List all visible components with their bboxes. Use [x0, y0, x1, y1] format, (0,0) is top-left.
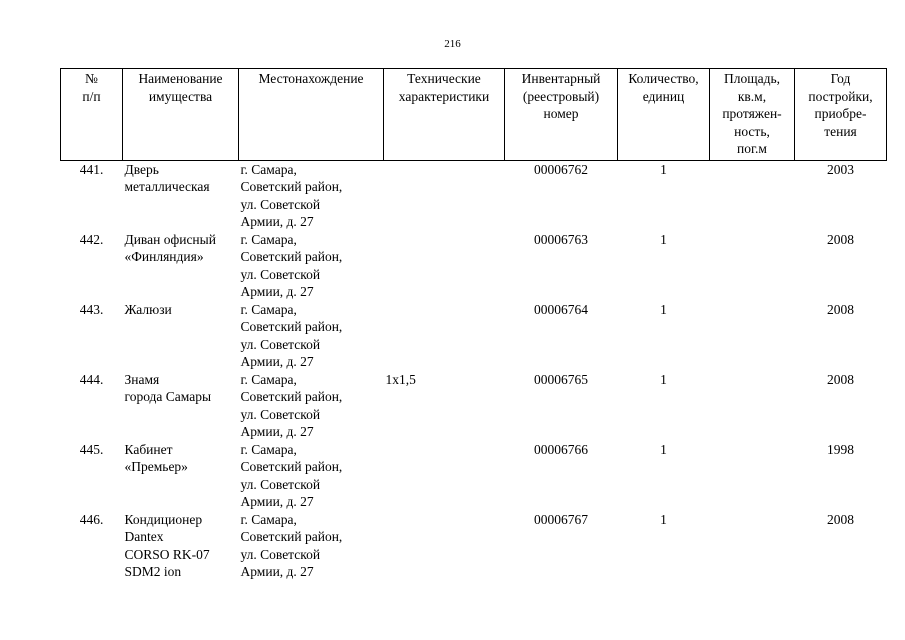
cell-name: Жалюзи — [124, 301, 172, 317]
cell-tech — [384, 511, 505, 581]
cell-location: г. Самара, Советский район, ул. Советской Армии, д. 27 — [240, 371, 343, 439]
header-quantity: Количество, единиц — [618, 69, 710, 161]
cell-inventory: 00006763 — [534, 231, 588, 247]
cell-location: г. Самара, Советский район, ул. Советской Армии, д. 27 — [240, 441, 343, 509]
header-area: Площадь, кв.м, протяжен- ность, пог.м — [710, 69, 795, 161]
table-row — [61, 371, 887, 441]
table-header-row — [61, 69, 887, 161]
cell-year: 2008 — [827, 371, 854, 387]
cell-quantity: 1 — [660, 371, 667, 387]
cell-area — [710, 511, 795, 581]
cell-num: 446. — [79, 511, 104, 527]
cell-year: 1998 — [827, 441, 854, 457]
header-inventory: Инвентарный (реестровый) номер — [505, 69, 618, 161]
cell-name: Знамя города Самары — [124, 371, 212, 404]
page-number: 216 — [444, 38, 461, 50]
cell-inventory: 00006765 — [534, 371, 588, 387]
cell-location: г. Самара, Советский район, ул. Советской Армии, д. 27 — [240, 511, 343, 579]
property-table — [60, 68, 887, 581]
cell-name: Кабинет «Премьер» — [124, 441, 188, 474]
cell-year: 2008 — [827, 231, 854, 247]
cell-tech — [384, 231, 505, 301]
cell-tech — [384, 301, 505, 371]
cell-num: 442. — [79, 231, 104, 247]
table-row — [61, 231, 887, 301]
header-tech: Технические характеристики — [384, 69, 505, 161]
cell-name: Кондиционер Dantex CORSO RK-07 SDM2 ion — [124, 511, 210, 579]
cell-area — [710, 371, 795, 441]
header-location: Местонахождение — [239, 69, 384, 161]
cell-location: г. Самара, Советский район, ул. Советской Армии, д. 27 — [240, 231, 343, 299]
cell-inventory: 00006767 — [534, 511, 588, 527]
cell-inventory: 00006762 — [534, 161, 588, 177]
header-name: Наименование имущества — [123, 69, 239, 161]
cell-area — [710, 161, 795, 231]
table-row — [61, 301, 887, 371]
cell-name: Диван офисный «Финляндия» — [124, 231, 216, 264]
header-year: Год постройки, приобре- тения — [795, 69, 887, 161]
table-row — [61, 511, 887, 581]
table-row — [61, 441, 887, 511]
cell-tech: 1х1,5 — [385, 371, 416, 387]
table-row — [61, 161, 887, 231]
cell-year: 2008 — [827, 301, 854, 317]
cell-num: 443. — [79, 301, 104, 317]
cell-year: 2008 — [827, 511, 854, 527]
cell-num: 445. — [79, 441, 104, 457]
cell-area — [710, 441, 795, 511]
cell-quantity: 1 — [660, 231, 667, 247]
cell-inventory: 00006764 — [534, 301, 588, 317]
cell-area — [710, 231, 795, 301]
cell-inventory: 00006766 — [534, 441, 588, 457]
cell-tech — [384, 161, 505, 231]
cell-name: Дверь металлическая — [124, 161, 210, 194]
cell-quantity: 1 — [660, 511, 667, 527]
cell-area — [710, 301, 795, 371]
cell-year: 2003 — [827, 161, 854, 177]
cell-location: г. Самара, Советский район, ул. Советской Армии, д. 27 — [240, 161, 343, 229]
cell-quantity: 1 — [660, 301, 667, 317]
header-num: № п/п — [61, 69, 123, 161]
cell-location: г. Самара, Советский район, ул. Советской Армии, д. 27 — [240, 301, 343, 369]
cell-quantity: 1 — [660, 441, 667, 457]
cell-tech — [384, 441, 505, 511]
cell-quantity: 1 — [660, 161, 667, 177]
cell-num: 444. — [79, 371, 104, 387]
cell-num: 441. — [79, 161, 104, 177]
